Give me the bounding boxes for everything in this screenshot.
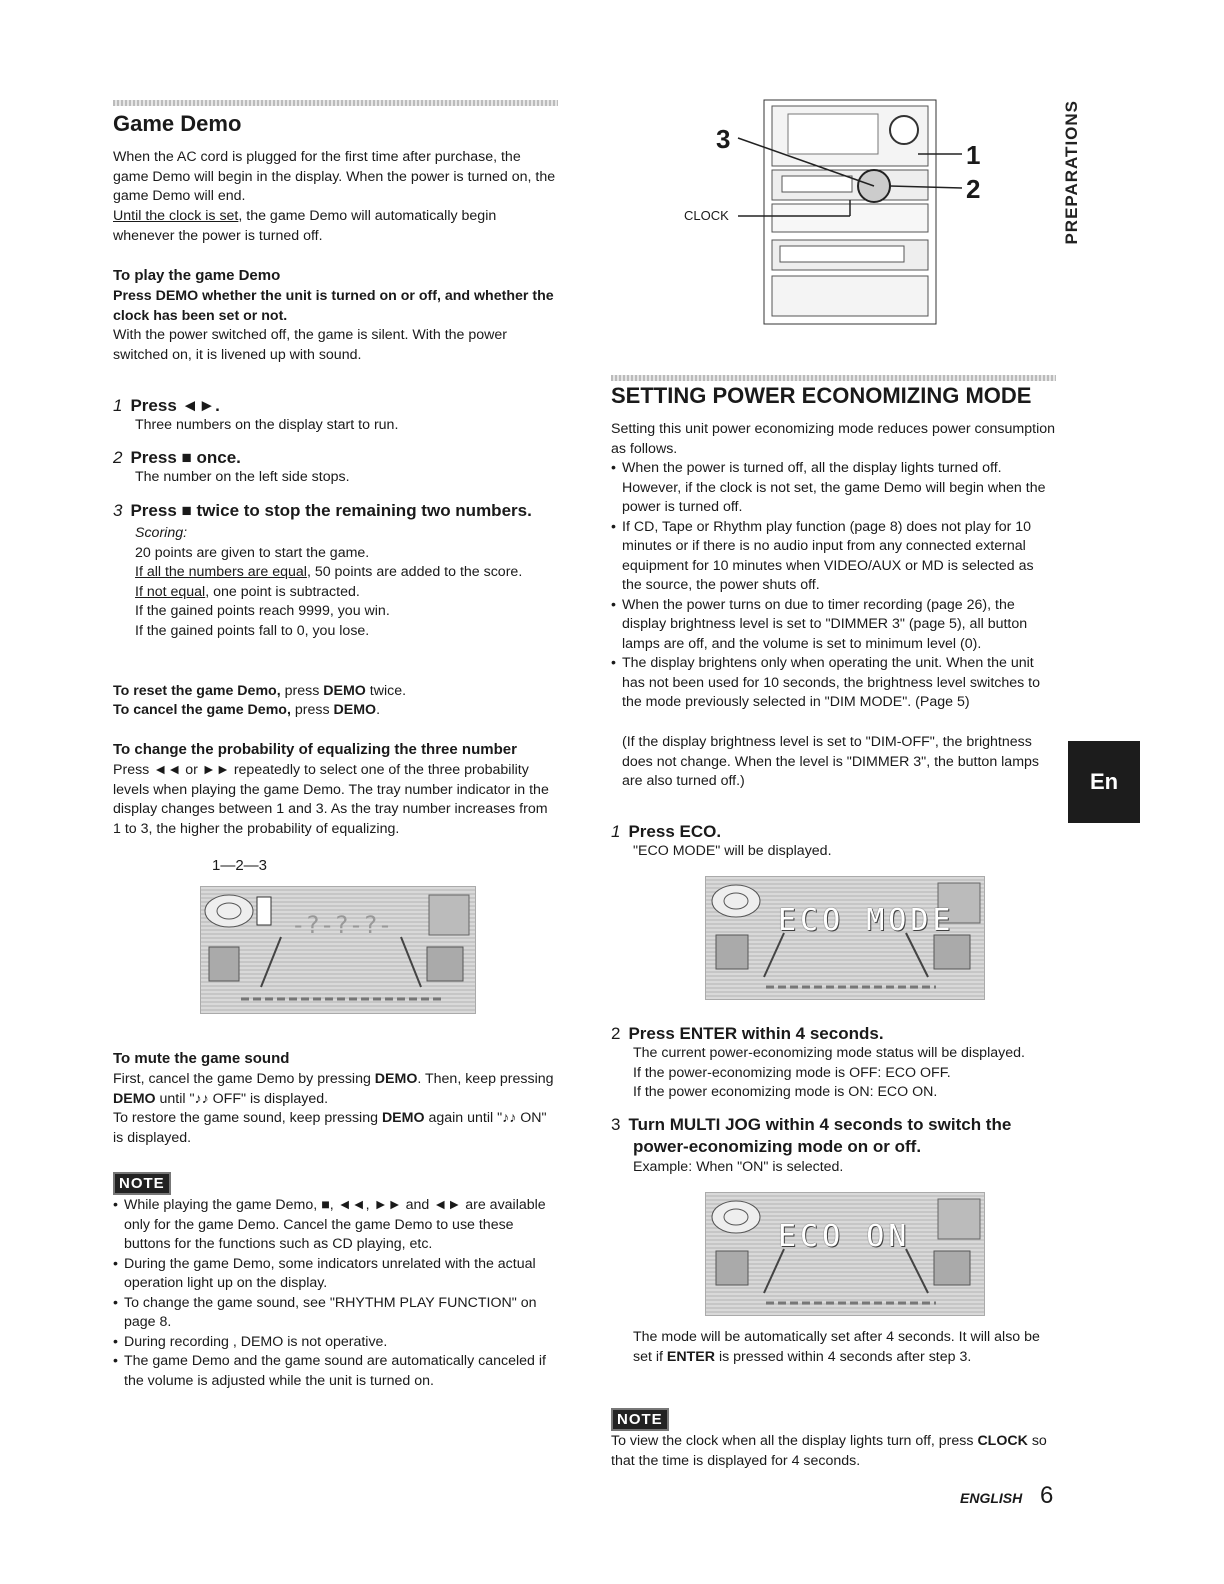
callout-2: 2 bbox=[966, 174, 981, 204]
note-badge-right: NOTE bbox=[611, 1408, 669, 1431]
language-tab: En bbox=[1068, 741, 1140, 823]
display-graphic-icon bbox=[706, 1193, 984, 1315]
game-demo-display bbox=[200, 886, 476, 1014]
note-clock-text: To view the clock when all the display lights turn off, press CLOCK so that the time is displayed for 4 seconds. bbox=[611, 1433, 1047, 1469]
eco-auto-set-text: The mode will be automatically set after 4 seconds. It will also be set if ENTER is pressed within 4 seconds after step 3. bbox=[633, 1329, 1040, 1365]
section-title-power-economizing: SETTING POWER ECONOMIZING MODE bbox=[611, 383, 1032, 408]
callout-clock: CLOCK bbox=[684, 208, 729, 223]
eco-mode-display bbox=[705, 876, 985, 1000]
probability-text: Press ◄◄ or ►► repeatedly to select one of the three probability levels when playing the game Demo. The tray number indicator in the display changes between 1 and 3. As the tray number increases from 1 to 3, the higher the probability of equalizing. bbox=[113, 762, 549, 837]
section-rule bbox=[611, 375, 1056, 381]
list-item: • During the game Demo, some indicators unrelated with the actual operation light up on the display. bbox=[113, 1255, 558, 1294]
side-section-label: PREPARATIONS bbox=[1062, 100, 1081, 245]
notes-list-left bbox=[113, 1196, 558, 1391]
page-number: 6 bbox=[1040, 1482, 1054, 1509]
svg-text:-?-?-?-: -?-?-?- bbox=[291, 911, 393, 939]
display-graphic-icon bbox=[706, 877, 984, 999]
eco-step-1: 1 Press ECO. "ECO MODE" will be displayed. bbox=[611, 822, 832, 859]
eco-bullet-note: (If the display brightness level is set to "DIM-OFF", the brightness does not change. When the level is "DIMMER 3", the button lamps are also turned off.) bbox=[622, 734, 1039, 789]
eco-intro: Setting this unit power economizing mode reduces power consumption as follows. bbox=[611, 421, 1055, 457]
reset-instruction: To reset the game Demo, press DEMO twice. bbox=[113, 683, 407, 699]
list-item: • If CD, Tape or Rhythm play function (page 8) does not play for 10 minutes or if there is no audio input from any connected external equipment for 10 minutes when VIDEO/AUX or MD is selected as the source, the power shuts off. bbox=[611, 518, 1056, 596]
tray-indicator: 1—2—3 bbox=[212, 857, 268, 874]
list-item: • While playing the game Demo, ■, ◄◄, ►► and ◄► are available only for the game Demo. Cancel the game Demo to use these buttons for the functions such as CD playing, etc. bbox=[113, 1196, 558, 1255]
step-3: 3 Press ■ twice to stop the remaining two numbers. Scoring: 20 points are given to start the game. If all the numbers are equal, 50 points are added to the score. If not equal, one point is subtracted. If the gained points reach 9999, you win. If the gained points fall to 0, you lose. bbox=[113, 500, 558, 641]
restore-text: To restore the game sound, keep pressing DEMO again until "♪♪ ON" is displayed. bbox=[113, 1110, 547, 1146]
list-item: • The game Demo and the game sound are automatically canceled if the volume is adjusted while the unit is turned on. bbox=[113, 1352, 558, 1391]
game-demo-intro-2: Until the clock is set, the game Demo will automatically begin whenever the power is turned off. bbox=[113, 208, 497, 244]
play-heading: To play the game Demo bbox=[113, 267, 281, 284]
cancel-instruction: To cancel the game Demo, press DEMO. bbox=[113, 702, 381, 718]
note-badge-left: NOTE bbox=[113, 1172, 171, 1195]
callout-3: 3 bbox=[716, 124, 731, 154]
mute-text: First, cancel the game Demo by pressing DEMO. Then, keep pressing DEMO until "♪♪ OFF" is displayed. bbox=[113, 1071, 554, 1107]
mute-heading: To mute the game sound bbox=[113, 1050, 290, 1067]
eco-bullets bbox=[611, 459, 1056, 713]
eco-on-display-text: ECO ON bbox=[778, 1219, 911, 1254]
eco-mode-display-text: ECO MODE bbox=[778, 903, 955, 938]
eco-step-2: 2 Press ENTER within 4 seconds. The current power-economizing mode status will be displayed. If the power-economizing mode is OFF: ECO OFF. If the power economizing mode is ON: ECO ON. bbox=[611, 1024, 1025, 1100]
play-instruction: Press DEMO whether the unit is turned on or off, and whether the clock has been set or not. bbox=[113, 288, 554, 324]
callout-1: 1 bbox=[966, 140, 981, 170]
display-graphic-icon bbox=[201, 887, 475, 1013]
list-item: • During recording , DEMO is not operative. bbox=[113, 1333, 558, 1353]
scoring-label: Scoring: bbox=[135, 525, 188, 541]
eco-step-3: 3 Turn MULTI JOG within 4 seconds to switch the power-economizing mode on or off. Example: When "ON" is selected. bbox=[611, 1115, 1012, 1175]
list-item: • When the power is turned off, all the display lights turned off. However, if the clock is not set, the game Demo will begin when the power is turned off. bbox=[611, 459, 1056, 518]
list-item: • To change the game sound, see "RHYTHM PLAY FUNCTION" on page 8. bbox=[113, 1294, 558, 1333]
list-item: • When the power turns on due to timer recording (page 26), the display brightness level is set to "DIMMER 3" (page 5), all button lamps are off, and the volume is set to minimum level (0). bbox=[611, 596, 1056, 655]
section-title-game-demo: Game Demo bbox=[113, 111, 242, 136]
step-1: 1 Press ◄►. Three numbers on the display start to run. bbox=[113, 396, 399, 433]
step-2: 2 Press ■ once. The number on the left side stops. bbox=[113, 448, 350, 485]
eco-on-display bbox=[705, 1192, 985, 1316]
probability-heading: To change the probability of equalizing the three number bbox=[113, 741, 517, 758]
game-demo-intro: When the AC cord is plugged for the first time after purchase, the game Demo will begin in the display. When the power is turned on, the game Demo will end. bbox=[113, 149, 556, 204]
section-rule bbox=[113, 100, 558, 106]
play-description: With the power switched off, the game is silent. With the power switched on, it is livened up with sound. bbox=[113, 327, 508, 363]
footer-language: ENGLISH bbox=[960, 1490, 1023, 1506]
list-item: • The display brightens only when operating the unit. When the unit has not been used for 10 seconds, the brightness level switches to the mode previously selected in "DIM MODE". (Page 5) bbox=[611, 654, 1056, 713]
